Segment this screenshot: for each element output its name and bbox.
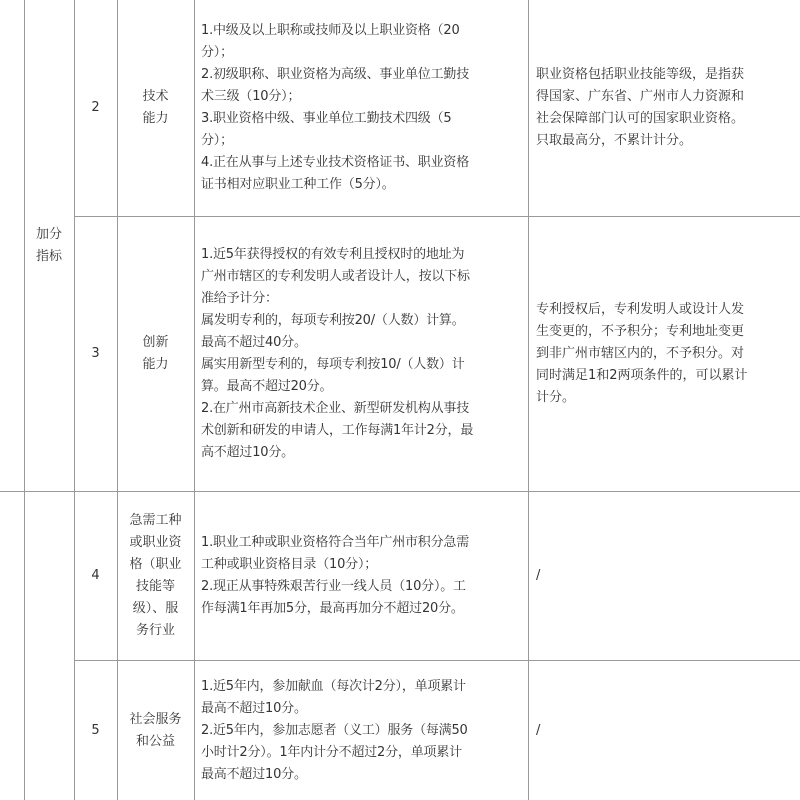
category-label-line: 指标	[35, 248, 62, 264]
item-name-line: 级）、服	[132, 601, 179, 616]
criteria-line: 2.在广州市高新技术企业、新型研发机构从事技	[201, 401, 470, 416]
note-line: /	[536, 722, 541, 738]
criteria-line: 最高不超过40分。	[201, 335, 307, 350]
criteria-line: 最高不超过10分。	[201, 700, 307, 716]
criteria-line: 2.近5年内，参加志愿者（义工）服务（每满50	[201, 722, 468, 738]
criteria-line: 术三级（10分）；	[201, 89, 301, 104]
note-cell	[536, 0, 798, 216]
item-name-cell	[117, 492, 194, 660]
criteria-line: 1.职业工种或职业资格符合当年广州市积分急需	[201, 535, 470, 550]
item-name-line: 格（职业	[129, 557, 182, 572]
item-name-line: 能力	[142, 111, 169, 126]
criteria-line: 分）；	[201, 45, 233, 60]
item-name-cell	[117, 217, 194, 491]
criteria-line: 1.近5年获得授权的有效专利且授权时的地址为	[201, 247, 465, 262]
item-name-line: 技能等	[135, 579, 175, 594]
criteria-line: 2.现正从事特殊艰苦行业一线人员（10分）。工	[201, 579, 466, 594]
criteria-line: 证书相对应职业工种工作（5分）。	[201, 177, 395, 192]
item-name-line: 急需工种	[129, 513, 182, 528]
item-name-line: 技术	[142, 89, 169, 104]
note-line: 计分。	[536, 390, 576, 405]
column-divider	[194, 0, 195, 800]
note-line: 专利授权后，专利发明人或设计人发	[536, 302, 745, 317]
criteria-line: 2.初级职称、职业资格为高级、事业单位工勤技	[201, 67, 470, 82]
item-name-line: 社会服务	[129, 711, 182, 727]
criteria-line: 最高不超过10分。	[201, 766, 307, 782]
criteria-line: 术创新和研发的申请人，工作每满1年计2分，最	[201, 423, 474, 438]
note-line: 得国家、广东省、广州市人力资源和	[536, 89, 745, 104]
category-label-line: 加分	[35, 226, 62, 242]
note-line: 同时满足1和2两项条件的，可以累计	[536, 368, 748, 383]
note-line: 只取最高分，不累计计分。	[536, 133, 693, 148]
criteria-line: 工种或职业资格目录（10分）；	[201, 557, 378, 572]
criteria-line: 作每满1年再加5分，最高再加分不超过20分。	[201, 601, 464, 616]
criteria-line: 4.正在从事与上述专业技术资格证书、职业资格	[201, 155, 470, 170]
item-name-line: 能力	[142, 357, 169, 372]
note-line: 职业资格包括职业技能等级，是指获	[536, 67, 745, 82]
item-name-cell	[117, 0, 194, 216]
row-number: 2	[91, 100, 100, 115]
item-name-line: 创新	[142, 335, 169, 350]
note-cell	[536, 492, 798, 660]
criteria-line: 小时计2分）。1年内计分不超过2分，单项累计	[201, 744, 462, 760]
column-divider	[528, 0, 529, 800]
criteria-line: 算。最高不超过20分。	[201, 379, 333, 394]
note-line: /	[536, 568, 541, 583]
scoring-criteria-cell	[201, 0, 525, 216]
note-line: 到非广州市辖区内的，不予积分。对	[536, 346, 745, 361]
row-number-cell	[74, 492, 117, 660]
criteria-line: 属发明专利的，每项专利按20/（人数）计算。	[201, 313, 465, 328]
category-cell	[24, 0, 74, 491]
row-number: 5	[91, 722, 100, 738]
item-name-line: 和公益	[135, 733, 175, 749]
criteria-line: 1.中级及以上职称或技师及以上职业资格（20	[201, 23, 460, 38]
row-number-cell	[74, 661, 117, 800]
scoring-criteria-cell	[201, 217, 525, 491]
criteria-line: 1.近5年内，参加献血（每次计2分），单项累计	[201, 678, 466, 694]
note-cell	[536, 661, 798, 800]
row-number-cell	[74, 0, 117, 216]
item-name-line: 或职业资	[129, 535, 182, 550]
row-number: 4	[91, 568, 100, 583]
item-name-cell	[117, 661, 194, 800]
criteria-line: 广州市辖区的专利发明人或者设计人，按以下标	[201, 269, 470, 284]
criteria-line: 准给予计分：	[201, 291, 278, 306]
row-number: 3	[91, 346, 100, 361]
item-name-line: 务行业	[135, 623, 175, 638]
criteria-line: 分）；	[201, 133, 233, 148]
criteria-line: 3.职业资格中级、事业单位工勤技术四级（5	[201, 111, 452, 126]
criteria-line: 高不超过10分。	[201, 445, 294, 460]
note-cell	[536, 217, 798, 491]
note-line: 社会保障部门认可的国家职业资格。	[536, 111, 745, 126]
note-line: 生变更的，不予积分；专利地址变更	[536, 324, 745, 339]
row-number-cell	[74, 217, 117, 491]
criteria-line: 属实用新型专利的，每项专利按10/（人数）计	[201, 357, 465, 372]
scoring-criteria-cell	[201, 661, 525, 800]
scoring-criteria-cell	[201, 492, 525, 660]
category-label	[36, 224, 62, 268]
